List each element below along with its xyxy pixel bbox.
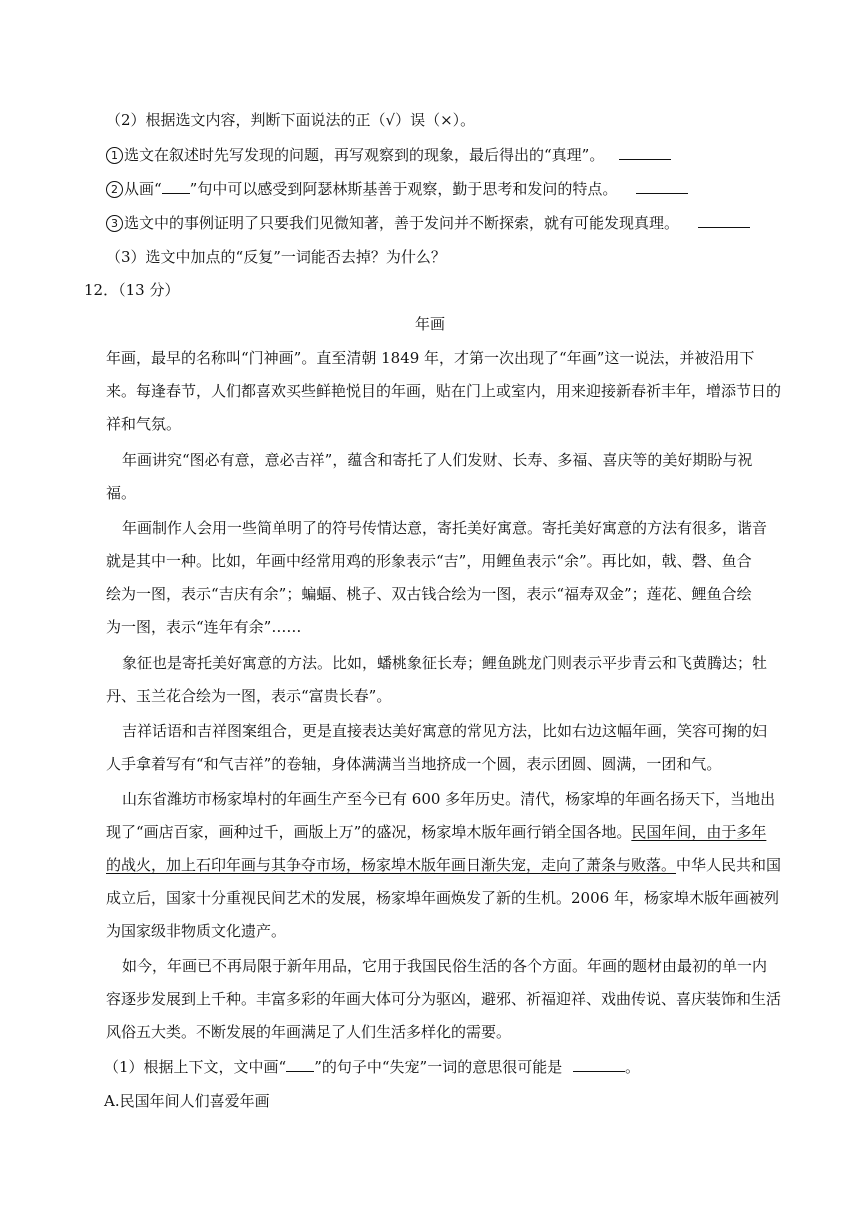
underline-sample — [162, 179, 190, 194]
passage-line: 来。每逢春节，人们都喜欢买些鲜艳悦目的年画，贴在门上或室内，用来迎接新春祈丰年，增添节日的 — [106, 382, 782, 400]
q11-part3-prompt: （3）选文中加点的“反复”一词能否去掉？为什么？ — [106, 248, 446, 266]
passage-line: 人手拿着写有“和气吉祥”的卷轴，身体满满当当地挤成一个圆，表示团圆、圆满，一团和气。 — [106, 755, 722, 773]
q11-part2-prompt: （2）根据选文内容，判断下面说法的正（√）误（×）。 — [106, 111, 476, 129]
underlined-sentence-start: 民国年间，由于多年 — [631, 823, 767, 841]
q11-statement-3: 3 选文中的事例证明了只要我们见微知著，善于发问并不断探索，就有可能发现真理。 — [106, 213, 750, 233]
passage-line: 为一图，表示“连年有余”…… — [106, 618, 302, 636]
passage-line: 的战火，加上石印年画与其争夺市场，杨家埠木版年画日渐失宠，走向了萧条与败落。中华人民共和国 — [106, 856, 782, 874]
answer-blank-2[interactable] — [636, 179, 688, 194]
passage-line: 绘为一图，表示“吉庆有余”；蝙蝠、桃子、双古钱合绘为一图，表示“福寿双金”；莲花、鲤鱼合绘 — [106, 585, 752, 603]
answer-blank-q12-1[interactable] — [573, 1057, 625, 1072]
passage-line: 风俗五大类。不断发展的年画满足了人们生活多样化的需要。 — [106, 1023, 512, 1041]
passage-line: 现了“画店百家，画种过千，画版上万”的盛况，杨家埠木版年画行销全国各地。民国年间，由于多年 — [106, 823, 767, 841]
passage-title: 年画 — [414, 315, 445, 333]
passage-line: 为国家级非物质文化遗产。 — [106, 922, 287, 940]
passage-line: 吉祥话语和吉祥图案组合，更是直接表达美好寓意的常见方法，比如右边这幅年画，笑容可掬的妇 — [122, 722, 768, 740]
passage-line: 山东省潍坊市杨家埠村的年画生产至今已有 600 多年历史。清代，杨家埠的年画名扬天下，当地出 — [122, 790, 776, 808]
circled-number-1: 1 — [106, 147, 123, 164]
q11-statement-2: 2 从画“ ”句中可以感受到阿瑟林斯基善于观察，勤于思考和发问的特点。 — [106, 179, 688, 199]
passage-line: 成立后，国家十分重视民间艺术的发展，杨家埠年画焕发了新的生机。2006 年，杨家埠木版年画被列 — [106, 889, 779, 907]
passage-line: 如今，年画已不再局限于新年用品，它用于我国民俗生活的各个方面。年画的题材由最初的单一内 — [122, 957, 768, 975]
underlined-sentence-end: 的战火，加上石印年画与其争夺市场，杨家埠木版年画日渐失宠，走向了萧条与败落。 — [106, 856, 677, 874]
underline-sample — [286, 1057, 314, 1072]
circled-number-2: 2 — [106, 181, 123, 198]
passage-line: 年画制作人会用一些简单明了的符号传情达意，寄托美好寓意。寄托美好寓意的方法有很多，谐音 — [122, 519, 768, 537]
q12-header: 12．（13 分） — [84, 281, 180, 299]
q11-statement-1: 1 选文在叙述时先写发现的问题，再写观察到的现象，最后得出的“真理”。 — [106, 145, 671, 165]
passage-line: 丹、玉兰花合绘为一图，表示“富贵长春”。 — [106, 687, 392, 705]
passage-line: 就是其中一种。比如，年画中经常用鸡的形象表示“吉”，用鲤鱼表示“余”。再比如，戟、磬、鱼合 — [106, 552, 752, 570]
answer-blank-3[interactable] — [698, 213, 750, 228]
passage-line: 年画，最早的名称叫“门神画”。直至清朝 1849 年，才第一次出现了“年画”这一说法，并被沿用下 — [106, 349, 755, 367]
answer-blank-1[interactable] — [619, 145, 671, 160]
circled-number-3: 3 — [106, 215, 123, 232]
passage-line: 福。 — [106, 484, 137, 502]
passage-line: 祥和气氛。 — [106, 415, 182, 433]
passage-line: 年画讲究“图必有意，意必吉祥”，蕴含和寄托了人们发财、长寿、多福、喜庆等的美好期盼与祝 — [122, 451, 753, 469]
passage-line: 象征也是寄托美好寓意的方法。比如，蟠桃象征长寿；鲤鱼跳龙门则表示平步青云和飞黄腾达；牡 — [122, 654, 768, 672]
passage-line: 容逐步发展到上千种。丰富多彩的年画大体可分为驱凶，避邪、祈福迎祥、戏曲传说、喜庆装饰和生活 — [106, 990, 782, 1008]
option-a[interactable]: A.民国年间人们喜爱年画 — [104, 1092, 270, 1110]
q12-sub1-prompt: （1）根据上下文，文中画“ ”的句子中“失宠”一词的意思很可能是 。 — [104, 1058, 641, 1076]
